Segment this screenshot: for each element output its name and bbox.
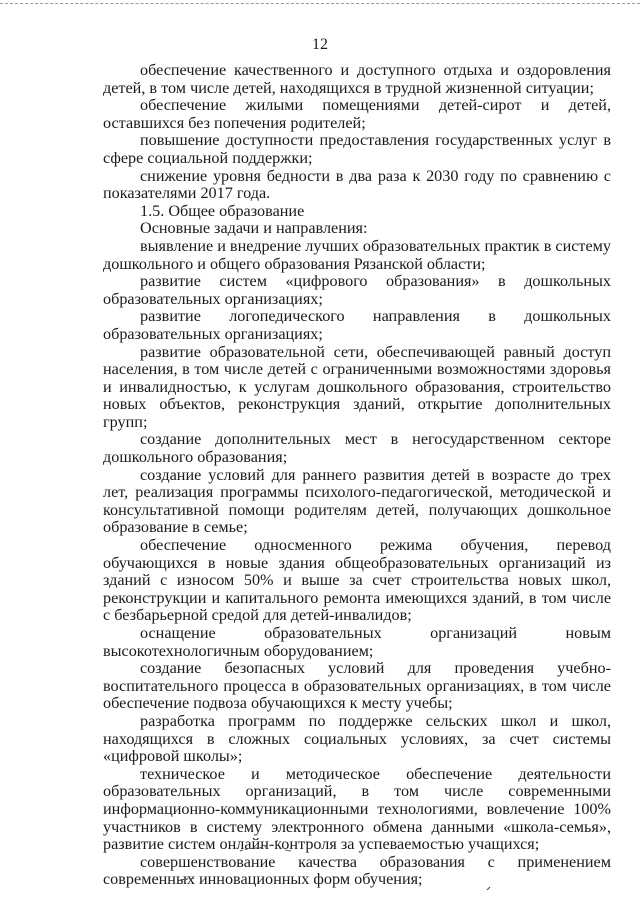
- paragraph: повышение доступности предоставления государственных услуг в сфере социальной поддержки;: [103, 131, 611, 167]
- paragraph: создание безопасных условий для проведения учебно-воспитательного процесса в образовательных организациях, в том числе обеспечение подвоза обучающихся к месту учебы;: [103, 659, 611, 713]
- paragraph: выявление и внедрение лучших образовательных практик в систему дошкольного и общего образования Рязанской области;: [103, 236, 612, 273]
- paragraph: создание условий для раннего развития детей в возрасте до трех лет, реализация программы психолого-педагогической, методической и консультативной помощи родителям детей, получающих дошкольное образование в семье;: [103, 465, 611, 537]
- pen-mark: [240, 840, 278, 851]
- paragraph: развитие образовательной сети, обеспечивающей равный доступ населения, в том числе детей с ограниченными возможностями здоровья и инвалидностью, к услугам дошкольного образования, строительство новых объектов, реконструкция зданий, открытие дополнительных групп;: [103, 342, 611, 431]
- pen-mark: [487, 887, 490, 890]
- pen-mark: [285, 850, 291, 851]
- paragraph: развитие логопедического направления в дошкольных образовательных организациях;: [103, 307, 611, 343]
- paragraph: обеспечение качественного и доступного отдыха и оздоровления детей, в том числе детей, находящихся в трудной жизненной ситуации;: [103, 61, 611, 97]
- section-heading: 1.5. Общее образование: [140, 201, 305, 220]
- paragraph: Основные задачи и направления:: [140, 219, 368, 238]
- pen-mark: [180, 878, 194, 880]
- paragraph: оснащение образовательных организаций новым высокотехнологичным оборудованием;: [103, 624, 611, 660]
- paragraph: техническое и методическое обеспечение деятельности образовательных организаций, в том числе современными информационно-коммуникационными технологиями, вовлечение 100% участников в систему электронного обмена данными «школа-семья», развитие систем онлайн-контроля за успеваемостью учащихся;: [103, 764, 611, 854]
- paragraph: снижение уровня бедности в два раза к 2030 году по сравнению с показателями 2017 года.: [103, 166, 611, 203]
- paragraph: развитие систем «цифрового образования» в дошкольных образовательных организациях;: [103, 272, 611, 308]
- paragraph: обеспечение жилыми помещениями детей-сирот и детей, оставшихся без попечения родителей;: [103, 96, 611, 132]
- paragraph: обеспечение односменного режима обучения, перевод обучающихся в новые здания общеобразовательных организаций из зданий с износом 50% и выше за счет строительства новых школ, реконструкции и капитального ремонта имеющихся зданий, в том числе с безбарьерной средой для детей-инвалидов;: [103, 536, 611, 625]
- paragraph: разработка программ по поддержке сельских школ и школ, находящихся в сложных социальных условиях, за счет системы «цифровой школы»;: [103, 711, 611, 766]
- paragraph: совершенствование качества образования с применением современных инновационных форм обучения;: [103, 852, 611, 889]
- paragraph: создание дополнительных мест в негосударственном секторе дошкольного образования;: [103, 430, 611, 467]
- page-number: 12: [312, 36, 328, 53]
